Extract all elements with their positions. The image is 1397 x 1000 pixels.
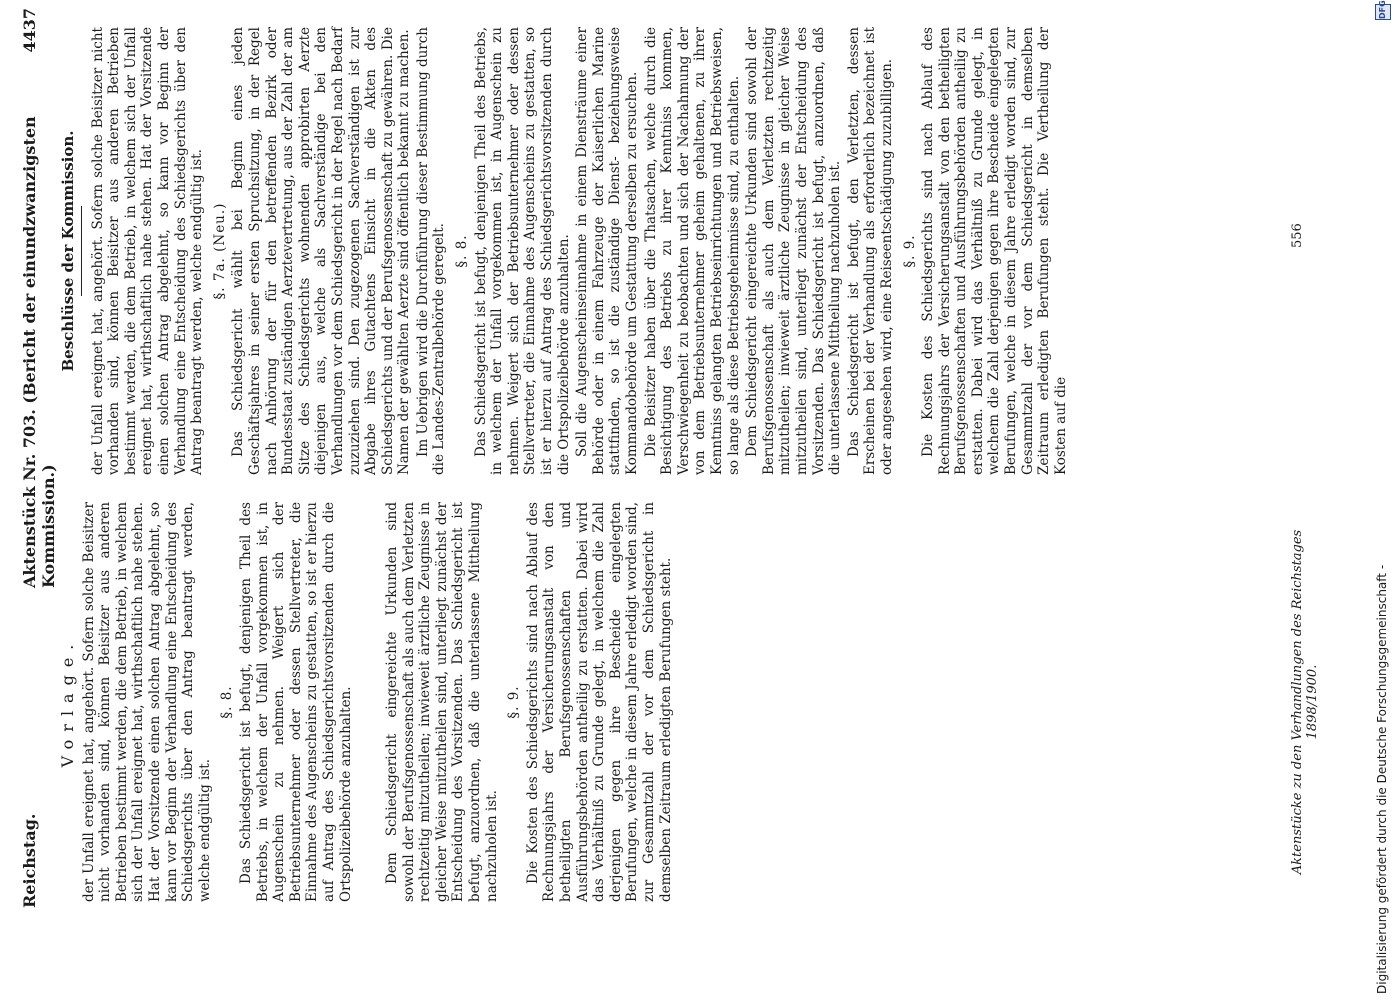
right-para: Dem Schiedsgericht eingereichte Urkunden sind sowohl der Berufsgenossenschaft als auch dem Verletzten rechtzeitig mitzutheilen; inwieweit ärztliche Zeugnisse in gleicher Weise mitzutheilen sind, unterliegt zunächst der Entscheidung des Vorsitzenden. Das Schiedsgericht ist befugt, anzuordnen, daß die unterlassene Mittheilung nachzuholen ist.: [744, 27, 844, 475]
right-para: Das Schiedsgericht ist befugt, den Verletzten, dessen Erscheinen bei der Verhandlung als erforderlich bezeichnet ist oder angesehen wird, eine Reiseentschädigung zuzubilligen.: [845, 27, 895, 475]
left-sec9-heading: §. 9.: [506, 685, 523, 719]
footer-caption: Aktenstücke zu den Verhandlungen des Reichstages 1898/1900.: [1290, 529, 1320, 875]
right-para: Soll die Augenscheinseinnahme in einem Diensträume einer Behörde oder in einem Fahrzeuge der Kaiserlichen Marine stattfinden, so ist die zuständige Dienst- beziehungsweise Kommandobehörde um Gestattung derselben zu ersuchen.: [574, 27, 640, 475]
funding-text: Digitalisierung gefördert durch die Deutsche Forschungsgemeinschaft -: [1375, 564, 1389, 994]
right-para: Das Schiedsgericht wählt bei Beginn eines jeden Geschäftsjahres in seiner ersten Spruchsitzung, in der Regel nach Anhörung der für den betreffenden Bezirk oder Bundesstaat zuständigen Aerztevertretung, aus der Zahl der am Sitze des Schiedsgerichts wohnenden approbirten Aerzte diejenigen aus, welche als Sachverständige bei den Verhandlungen vor dem Schiedsgericht in der Regel nach Bedarf zuzuziehen sind. Den zugezogenen Sachverständigen ist zur Abgabe ihres Gutachtens Einsicht in die Akten des Schiedsgerichts und der Berufsgenossenschaft zu gewähren. Die Namen der gewählten Aerzte sind öffentlich bekannt zu machen.: [230, 27, 413, 475]
dfg-logo-icon: DFG: [1375, 4, 1391, 20]
left-para: Dem Schiedsgericht eingereichte Urkunden sind sowohl der Berufsgenossenschaft als auch dem Verletzten rechtzeitig mitzutheilen; inwieweit ärztliche Zeugnisse in gleicher Weise mitzutheilen sind, unterliegt zunächst der Entscheidung des Vorsitzenden. Das Schiedsgericht ist befugt, anzuordnen, daß die unterlassene Mittheilung nachzuholen ist.: [384, 502, 500, 902]
right-sec8-heading: §. 8.: [454, 234, 471, 268]
right-column-title: Beschlüsse der Kommission.: [59, 130, 77, 372]
right-para: Im Uebrigen wird die Durchführung dieser Bestimmung durch die Landes-Zentralbehörde geregelt.: [414, 27, 448, 475]
left-column-title: Vorlage.: [58, 636, 77, 768]
header-left: Reichstag.: [20, 813, 39, 908]
right-para: Das Schiedsgericht ist befugt, denjenigen Theil des Betriebs, in welchem der Unfall vorgekommen ist, in Augenschein zu nehmen. Weigert sich der Betriebsunternehmer oder dessen Stellvertreter, die Einnahme des Augenscheins zu gestatten, so ist er hierzu auf Antrag des Schiedsgerichtsvorsitzenden durch die Ortspolizeibehörde anzuhalten.: [472, 27, 572, 475]
right-para: Die Beisitzer haben über die Thatsachen, welche durch die Besichtigung des Betriebs zu ihrer Kenntniss kommen, Verschwiegenheit zu beobachten und sich der Nachahmung der von dem Betriebsunternehmer geheim gehaltenen, zu ihrer Kenntniss gelangten Betriebseinrichtungen und Betriebsweisen, so lange als diese Betriebsgeheimnisse sind, zu enthalten.: [642, 27, 742, 475]
left-para: der Unfall ereignet hat, angehört. Sofern solche Beisitzer nicht vorhanden sind, können Beisitzer aus anderen Betrieben bestimmt werden, die dem Betrieb, in welchem sich der Unfall ereignet hat, wirthschaftlich nahe stehen. Hat der Vorsitzende einen solchen Antrag abgelehnt, so kann vor Beginn der Verhandlung eine Entscheidung des Schiedsgerichts über den Antrag beantragt werden, welche endgültig ist.: [80, 502, 213, 902]
footer-page-number: 556: [1290, 223, 1305, 248]
left-para: Die Kosten des Schiedsgerichts sind nach Ablauf des Rechnungsjahrs der Versicherungsanstalt von den betheiligten Berufsgenossenschaften und Ausführungsbehörden antheilig zu erstatten. Dabei wird das Verhältniß zu Grunde gelegt, in welchem die Zahl derjenigen gegen ihre Bescheide eingelegten Berufungen, welche in diesem Jahre erledigt worden sind, zur Gesammtzahl der vor dem Schiedsgericht in demselben Zeitraum erledigten Berufungen steht.: [524, 502, 674, 902]
left-para: Das Schiedsgericht ist befugt, denjenigen Theil des Betriebs, in welchem der Unfall vorgekommen ist, in Augenschein zu nehmen. Weigert sich der Betriebsunternehmer oder dessen Stellvertreter, die Einnahme des Augenscheins zu gestatten, so ist er hierzu auf Antrag des Schiedsgerichtsvorsitzenden durch die Ortspolizeibehörde anzuhalten.: [237, 502, 354, 902]
header-page-number: 4437: [20, 8, 39, 53]
right-para: der Unfall ereignet hat, angehört. Sofern solche Beisitzer nicht vorhanden sind, können Beisitzer aus anderen Betrieben bestimmt werden, die dem Betrieb, in welchem sich der Unfall ereignet hat, wirthschaftlich nahe stehen. Hat der Vorsitzende einen solchen Antrag abgelehnt, so kann vor Beginn der Verhandlung eine Entscheidung des Schiedsgerichts über den Antrag beantragt werden, welche endgültig ist.: [89, 27, 206, 475]
digitization-strip: [1373, 0, 1395, 1000]
right-para: Die Kosten des Schiedsgerichts sind nach Ablauf des Rechnungsjahrs der Versicherungsanstalt von den betheiligten Berufsgenossenschaften und Ausführungsbehörden antheilig zu erstatten. Dabei wird das Verhältniß zu Grunde gelegt, in welchem die Zahl derjenigen gegen ihre Bescheide eingelegten Berufungen, welche in diesem Jahre erledigt worden sind, zur Gesammtzahl der vor dem Schiedsgericht in demselben Zeitraum erledigten Berufungen steht. Die Vertheilung der Kosten auf die: [920, 27, 1069, 475]
right-sec9-heading: §. 9.: [901, 234, 918, 268]
right-sec7a-heading: §. 7a. (Neu.): [211, 202, 228, 300]
left-sec8-heading: §. 8.: [219, 685, 236, 719]
title-rule: [81, 206, 82, 296]
right-column: [58, 27, 1071, 475]
left-column: [58, 502, 676, 902]
page-header: [20, 8, 58, 908]
header-center: Aktenstück Nr. 703. (Bericht der einundzwanzigsten Kommission.): [20, 116, 58, 588]
